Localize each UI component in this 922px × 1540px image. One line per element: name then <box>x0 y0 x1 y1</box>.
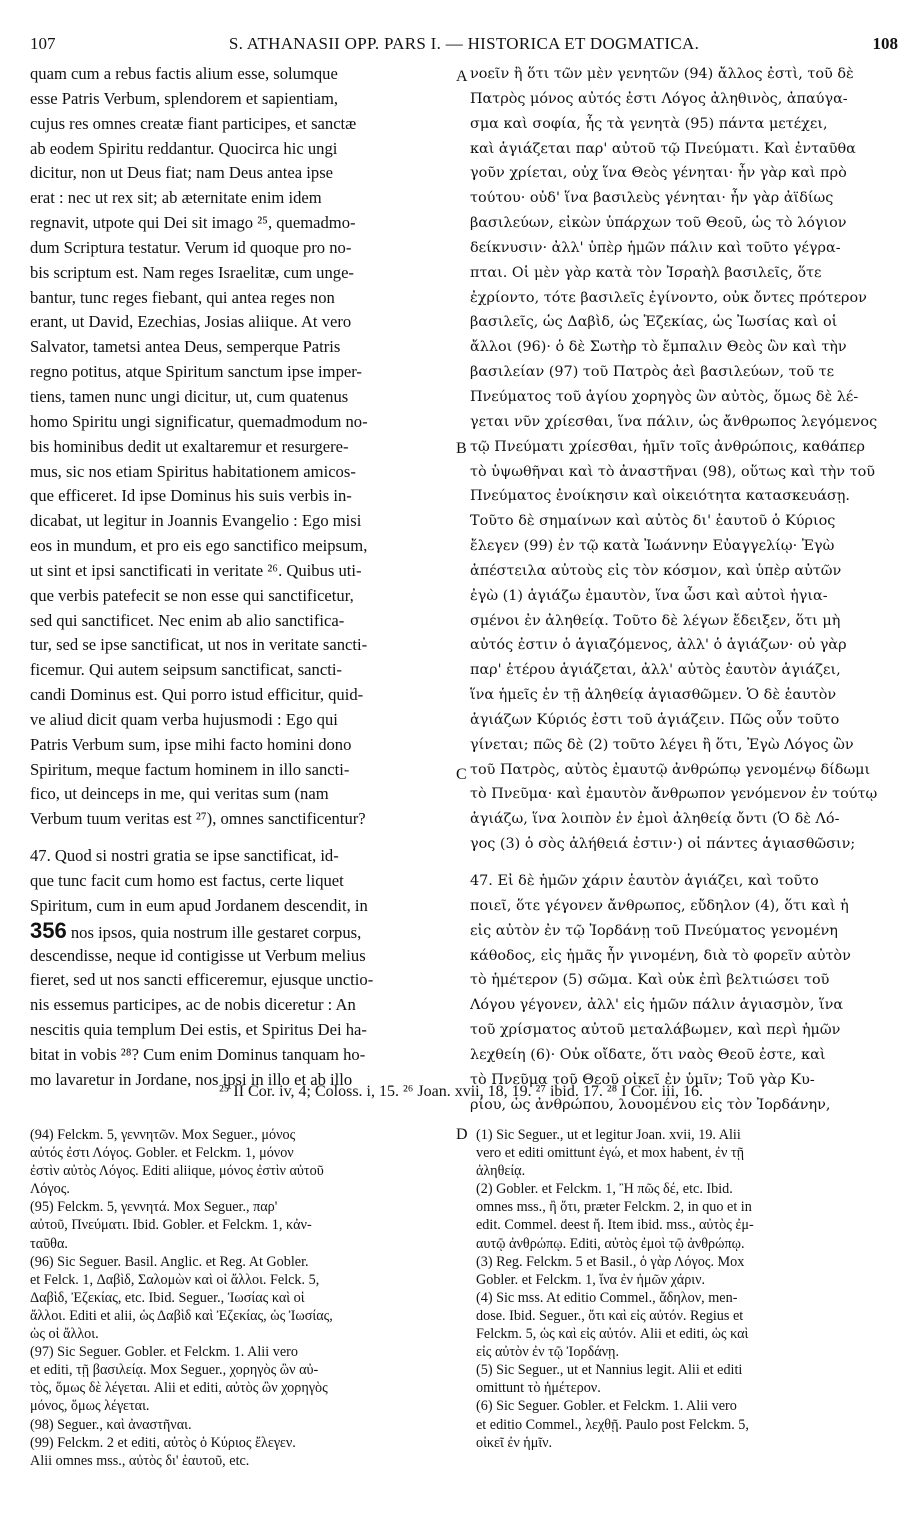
footnote-line: omittunt τὸ ἡμέτερον. <box>476 1380 601 1397</box>
greek-text-line: τὸ Πνεῦμα τοῦ Θεοῦ οἰκεῖ ἐν ὑμῖν; Τοῦ γὰρ Κυ- <box>470 1071 815 1088</box>
greek-text-line: πται. Οἱ μὲν γὰρ κατὰ τὸν Ἰσραὴλ βασιλεῖς, ὅτε <box>470 264 822 281</box>
greek-text-line: τοῦ Πατρὸς, αὐτὸς ἐμαυτῷ ἀνθρώπῳ γενομένῳ δίδωμι <box>470 761 871 778</box>
greek-column <box>470 62 882 1117</box>
latin-text-line: tiens, tamen nunc ungi dicitur, ut, cum quatenus <box>30 386 349 406</box>
greek-text-line: σμα καὶ σοφία, ἧς τὰ γενητὰ (95) πάντα μετέχει, <box>470 115 828 132</box>
running-header <box>30 28 898 56</box>
footnote-line: (2) Gobler. et Felckm. 1, Ἢ πῶς δέ, etc. Ibid. <box>476 1181 733 1198</box>
footnote-line: (6) Sic Seguer. Gobler. et Felckm. 1. Alii vero <box>476 1398 737 1415</box>
latin-text-line: mo lavaretur in Jordane, nos ipsi in illo et ab illo <box>30 1069 353 1089</box>
greek-text-line: γεται νῦν χρίεσθαι, ἵνα πάλιν, ὡς ἄνθρωπος λεγόμενος <box>470 413 878 430</box>
greek-text-line: γος (3) ὁ σὸς ἀλήθειά ἐστιν·) οἱ πάντες ἁγιασθῶσιν; <box>470 836 856 853</box>
footnote-line: αὐτός ἐστι Λόγος. Gobler. et Felckm. 1, μόνον <box>30 1145 294 1162</box>
footnote-line: et editio Commel., λεχθῇ. Paulo post Felckm. 5, <box>476 1416 749 1433</box>
latin-text-line: Verbum tuum veritas est ²⁷), omnes sanctificentur? <box>30 809 366 829</box>
text-line-content: nos ipsos, quia nostrum ille gestaret corpus, <box>70 922 362 942</box>
footnote-line: Λόγος. <box>30 1181 70 1198</box>
margin-letter-b: B <box>456 440 467 457</box>
greek-text-line: βασιλείαν (97) τοῦ Πατρὸς ἀεὶ βασιλεύων, τοῦ τε <box>470 364 835 381</box>
footnote-line: τὸς, ὅμως δὲ λέγεται. Alii et editi, αὐτὸς ὢν χορηγὸς <box>30 1380 328 1397</box>
margin-letter-d: D <box>456 1126 468 1143</box>
footnote-line: (5) Sic Seguer., ut et Nannius legit. Alii et editi <box>476 1362 743 1379</box>
footnote-line: οἰκεῖ ἐν ἡμῖν. <box>476 1434 553 1451</box>
latin-text-line: ut sint et ipsi sanctificati in veritate ²⁶. Quibus uti- <box>30 560 362 580</box>
latin-text-line: dicabat, ut legitur in Joannis Evangelio : Ego misi <box>30 511 362 531</box>
page-number-right: 108 <box>872 34 898 53</box>
greek-text-line: γίνεται; πῶς δὲ (2) τοῦτο λέγει ἢ ὅτι, Ἐγὼ Λόγος ὢν <box>470 736 854 753</box>
footnotes-right <box>476 1126 886 1452</box>
latin-text-line: Spiritum, cum in eum apud Jordanem descendit, in <box>30 895 368 915</box>
latin-text-line: tur, sed se ipse sanctificat, ut nos in veritate sancti- <box>30 635 368 655</box>
greek-text-line: τὸ ὑψωθῆναι καὶ τὸ ἀναστῆναι (98), οὕτως καὶ τὴν τοῦ <box>470 463 875 480</box>
greek-text-line: τῷ Πνεύματι χρίεσθαι, ἡμῖν τοῖς ἀνθρώποις, καθάπερ <box>470 438 865 455</box>
greek-text-line: τὸ Πνεῦμα· καὶ ἐμαυτὸν ἄνθρωπον γενόμενον ἐν τούτῳ <box>470 786 878 803</box>
greek-text-line: αὐτός ἐστιν ὁ ἁγιαζόμενος, ἀλλ' ὁ ἁγιάζων· οὐ γὰρ <box>470 637 847 654</box>
greek-text-line: ἐγὼ (1) ἁγιάζω ἐμαυτὸν, ἵνα ὦσι καὶ αὐτοὶ ἡγια- <box>470 587 828 604</box>
footnote-line: (95) Felckm. 5, γεννητά. Mox Seguer., παρ' <box>30 1199 278 1216</box>
latin-column <box>30 62 454 1093</box>
latin-text-line: homo Spiritu ungi significatur, quemadmodum no- <box>30 411 368 431</box>
latin-text-line: ab eodem Spiritu reddantur. Quocirca hic ungi <box>30 138 338 158</box>
latin-text-line: quam cum a rebus factis alium esse, solumque <box>30 64 338 83</box>
greek-text-line: Πατρὸς μόνος αὐτός ἐστι Λόγος ἀληθινὸς, ἀπαύγα- <box>470 90 848 107</box>
greek-text-line: Πνεύματος τοῦ ἁγίου χορηγὸς ὢν αὐτὸς, ὅμως δὲ λέ- <box>470 388 859 405</box>
latin-text-line: cujus res omnes creatæ fiant participes, et sanctæ <box>30 113 357 133</box>
latin-text-line: bitat in vobis ²⁸? Cum enim Dominus tanquam ho- <box>30 1044 366 1064</box>
latin-text-line: bis scriptum est. Nam reges Israelitæ, cum unge- <box>30 262 354 282</box>
footnote-line: (97) Sic Seguer. Gobler. et Felckm. 1. Alii vero <box>30 1344 298 1361</box>
latin-text-line: regno potitus, atque Spiritum sanctum ipse imper- <box>30 362 362 382</box>
latin-text-line: nescitis quia templum Dei estis, et Spiritus Dei ha- <box>30 1020 367 1040</box>
latin-text-line: fieret, sed ut nos sancti efficeremur, ejusque unctio- <box>30 970 374 990</box>
greek-text-line: καὶ ἁγιάζεται παρ' αὐτοῦ τῷ Πνεύματι. Καὶ ἐνταῦθα <box>470 140 856 157</box>
margin-letter-a: A <box>456 68 468 85</box>
footnote-line: ἄλλοι. Editi et alii, ὡς Δαβὶδ καὶ Ἐζεκίας, ὡς Ἰωσίας, <box>30 1307 333 1324</box>
latin-text-line: que tunc facit cum homo est factus, certe liquet <box>30 871 344 890</box>
footnote-line: ταῦθα. <box>30 1235 68 1252</box>
latin-text-line: ficemur. Qui autem seipsum sanctificat, sancti- <box>30 660 342 680</box>
greek-text-line: ἄλλοι (96)· ὁ δὲ Σωτὴρ τὸ ἔμπαλιν Θεὸς ὢν καὶ τὴν <box>470 339 847 356</box>
footnote-line: (98) Seguer., καὶ ἀναστῆναι. <box>30 1416 192 1433</box>
greek-text-line: δείκνυσιν· ἀλλ' ὑπὲρ ἡμῶν πάλιν καὶ τοῦτο γέγρα- <box>470 239 841 256</box>
greek-text-line: βασιλεῖς, ὡς Δαβὶδ, ὡς Ἐζεκίας, ὡς Ἰωσίας καὶ οἱ <box>470 314 838 331</box>
greek-text-line: κάθοδος, εἰς ἡμᾶς ἦν γινομένη, διὰ τὸ φορεῖν αὐτὸν <box>470 947 851 964</box>
latin-text-line: nis essemus participes, ac de nobis diceretur : An <box>30 995 356 1015</box>
margin-page-number: 356 <box>30 918 67 943</box>
greek-text-line: ποιεῖ, ὅτε γέγονεν ἄνθρωπος, εὔδηλον (4), ὅτι καὶ ἡ <box>470 897 849 914</box>
footnote-line: et Felck. 1, Δαβὶδ, Σαλομὼν καὶ οἱ ἄλλοι. Felck. 5, <box>30 1271 320 1288</box>
footnote-line: (94) Felckm. 5, γεννητῶν. Mox Seguer., μόνος <box>30 1127 296 1143</box>
latin-text-line: erant, ut David, Ezechias, Josias aliique. At vero <box>30 312 352 332</box>
footnotes-left <box>30 1126 450 1470</box>
latin-text-line: bis hominibus dedit ut exaltaremur et resurgere- <box>30 436 349 456</box>
page-number-left: 107 <box>30 34 56 53</box>
latin-text-line: sed qui sanctificet. Nec enim ab alio sanctifica- <box>30 610 345 630</box>
latin-text-line: Salvator, tametsi antea Deus, semperque Patris <box>30 337 341 357</box>
footnote-line: εἰς αὐτὸν ἐν τῷ Ἰορδάνῃ. <box>476 1344 620 1361</box>
greek-text-line: ρίου, ὡς ἀνθρώπου, λουομένου εἰς τὸν Ἰορδάνην, <box>470 1096 831 1113</box>
footnote-line: Gobler. et Felckm. 1, ἵνα ἐν ἡμῶν χάριν. <box>476 1271 706 1288</box>
latin-text-line: descendisse, neque id contigisse ut Verbum melius <box>30 945 366 965</box>
footnote-line: Δαβὶδ, Ἐζεκίας, etc. Ibid. Seguer., Ἰωσίας καὶ οἱ <box>30 1289 305 1306</box>
footnote-line: Alii omnes mss., αὐτὸς δι' ἑαυτοῦ, etc. <box>30 1452 250 1469</box>
latin-text-line: candi Dominus est. Qui porro istud efficitur, quid- <box>30 685 364 705</box>
greek-text-line: ἀπέστειλα αὐτοὺς εἰς τὸν κόσμον, καὶ ὑπὲρ αὐτῶν <box>470 562 842 579</box>
greek-text-line: παρ' ἑτέρου ἁγιάζεται, ἀλλ' αὐτὸς ἑαυτὸν ἁγιάζει, <box>470 662 841 679</box>
latin-text-line: Patris Verbum sum, ipse mihi facto homini dono <box>30 734 352 754</box>
running-title: S. ATHANASII OPP. PARS I. — HISTORICA ET DOGMATICA. <box>228 34 700 53</box>
latin-text-line: fico, ut deinceps in me, qui veritas sum (nam <box>30 784 329 804</box>
latin-text-line: que verbis patefecit se non esse qui sanctificetur, <box>30 585 354 605</box>
footnote-line: vero et editi omittunt ἐγώ, et mox habent, ἐν τῇ <box>476 1145 745 1162</box>
footnote-line: et editi, τῇ βασιλείᾳ. Mox Seguer., χορηγὸς ὢν αὐ- <box>30 1362 319 1379</box>
latin-text-line: 47. Quod si nostri gratia se ipse sanctificat, id- <box>30 846 339 866</box>
latin-text-line: eos in mundum, et pro eis ego sanctifico meipsum, <box>30 536 368 556</box>
latin-text-line: que efficeret. Id ipse Dominus his suis verbis in- <box>30 486 352 506</box>
greek-text-line: τὸ ἡμέτερον (5) σῶμα. Καὶ οὐκ ἐπὶ βελτιώσει τοῦ <box>470 972 830 989</box>
footnote-line: μόνος, ὅμως λέγεται. <box>30 1398 150 1415</box>
greek-text-line: ἔλεγεν (99) ἐν τῷ κατὰ Ἰωάννην Εὐαγγελίῳ· Ἐγὼ <box>470 538 835 555</box>
latin-text-line: Spiritum, meque factum hominem in illo sancti- <box>30 759 350 779</box>
latin-text-line: esse Patris Verbum, splendorem et sapientiam, <box>30 88 338 108</box>
greek-text-line: βασιλεύων, εἰκὼν ὑπάρχων τοῦ Θεοῦ, ὡς τὸ λόγιον <box>470 215 847 232</box>
footnote-line: edit. Commel. deest ἤ. Item ibid. mss., αὐτὸς ἐμ- <box>476 1217 754 1234</box>
footnote-line: ἀληθείᾳ. <box>476 1163 526 1180</box>
latin-text-line: erat : nec ut rex sit; ab æternitate enim idem <box>30 188 322 208</box>
footnote-line: αὐτοῦ, Πνεύματι. Ibid. Gobler. et Felckm. 1, κἀν- <box>30 1217 312 1234</box>
footnote-line: αυτῷ ἀνθρώπῳ. Editi, αὐτὸς ἐμοὶ τῷ ἀνθρώπῳ. <box>476 1235 745 1252</box>
latin-text-line: mus, sic nos etiam Spiritus habitationem amicos- <box>30 461 356 481</box>
footnote-line: dose. Ibid. Seguer., ὅτι καὶ εἰς αὐτόν. Regius et <box>476 1307 744 1324</box>
greek-text-line: Τοῦτο δὲ σημαίνων καὶ αὐτὸς δι' ἑαυτοῦ ὁ Κύριος <box>470 513 836 530</box>
latin-text-line: bantur, tunc reges fiebant, qui antea reges non <box>30 287 335 307</box>
footnote-line: (3) Reg. Felckm. 5 et Basil., ὁ γὰρ Λόγος. Mox <box>476 1253 745 1270</box>
footnote-line: (96) Sic Seguer. Basil. Anglic. et Reg. At Gobler. <box>30 1253 309 1270</box>
greek-text-line: 47. Εἰ δὲ ἡμῶν χάριν ἑαυτὸν ἁγιάζει, καὶ τοῦτο <box>470 873 819 889</box>
greek-text-line: τούτου· οὐδ' ἵνα βασιλεὺς γένηται· ἦν γὰρ ἀϊδίως <box>470 190 834 207</box>
scripture-references: ²⁵ II Cor. iv, 4; Coloss. i, 15. ²⁶ Joan. xvii, 18, 19. ²⁷ ibid. 17. ²⁸ I Cor. iii, 16. <box>218 1083 704 1100</box>
footnote-line: Felckm. 5, ὡς καὶ εἰς αὐτόν. Alii et editi, ὡς καὶ <box>476 1326 749 1343</box>
greek-text-line: λεχθείη (6)· Οὐκ οἴδατε, ὅτι ναὸς Θεοῦ ἐστε, καὶ <box>470 1046 826 1063</box>
greek-text-line: Πνεύματος ἐνοίκησιν καὶ οἰκειότητα κατασκευάσῃ. <box>470 488 850 505</box>
greek-text-line: ἁγιάζω, ἵνα λοιπὸν ἐν ἐμοὶ ἀληθείᾳ ὄντι (Ὁ δὲ Λό- <box>470 811 840 828</box>
greek-text-line: ἐχρίοντο, τότε βασιλεῖς ἐγίνοντο, οὐκ ὄντες πρότερον <box>470 289 867 306</box>
latin-text-line: ve aliud dicit quam verba hujusmodi : Ego qui <box>30 709 338 729</box>
footnote-line: (99) Felckm. 2 et editi, αὐτὸς ὁ Κύριος ἔλεγεν. <box>30 1434 296 1451</box>
footnote-line: ἐστὶν αὐτὸς Λόγος. Editi aliique, μόνος ἐστὶν αὐτοῦ <box>30 1163 324 1180</box>
paragraph-gap <box>30 832 454 844</box>
latin-text-line: dicitur, non ut Deus fiat; nam Deus antea ipse <box>30 163 334 183</box>
latin-text-line: dum Scriptura testatur. Verum id quoque pro no- <box>30 237 352 257</box>
greek-text-line: σμένοι ἐν ἀληθείᾳ. Τοῦτο δὲ λέγων ἔδειξεν, ὅτι μὴ <box>470 612 841 629</box>
latin-text-line: regnavit, utpote qui Dei sit imago ²⁵, quemadmo- <box>30 213 356 233</box>
footnote-line: ὡς οἱ ἄλλοι. <box>30 1326 99 1343</box>
footnote-line: omnes mss., ἢ ὅτι, præter Felckm. 2, in quo et in <box>476 1199 752 1216</box>
margin-letter-c: C <box>456 766 467 783</box>
greek-text-line: εἰς αὐτὸν ἐν τῷ Ἰορδάνῃ τοῦ Πνεύματος γενομένη <box>470 922 838 939</box>
greek-text-line: Λόγου γέγονεν, ἀλλ' εἰς ἡμῶν πάλιν ἁγιασμὸν, ἵνα <box>470 997 844 1014</box>
paragraph-gap <box>470 857 882 869</box>
greek-text-line: τοῦ χρίσματος αὐτοῦ μεταλάβωμεν, καὶ περὶ ἡμῶν <box>470 1022 841 1039</box>
greek-text-line: νοεῖν ἢ ὅτι τῶν μὲν γενητῶν (94) ἄλλος ἐστὶ, τοῦ δὲ <box>470 66 854 82</box>
greek-text-line: ἁγιάζων Κύριός ἐστι τοῦ ἁγιάζειν. Πῶς οὖν τοῦτο <box>470 711 840 728</box>
greek-text-line: γοῦν χρίεται, οὐχ ἵνα Θεὸς γένηται· ἦν γὰρ καὶ πρὸ <box>470 165 847 182</box>
footnote-line: (1) Sic Seguer., ut et legitur Joan. xvii, 19. Alii <box>476 1127 741 1143</box>
greek-text-line: ἵνα ἡμεῖς ἐν τῇ ἀληθείᾳ ἁγιασθῶμεν. Ὁ δὲ ἑαυτὸν <box>470 687 837 704</box>
footnote-line: (4) Sic mss. At editio Commel., ἄδηλον, men- <box>476 1289 738 1306</box>
latin-text-line <box>30 919 454 944</box>
